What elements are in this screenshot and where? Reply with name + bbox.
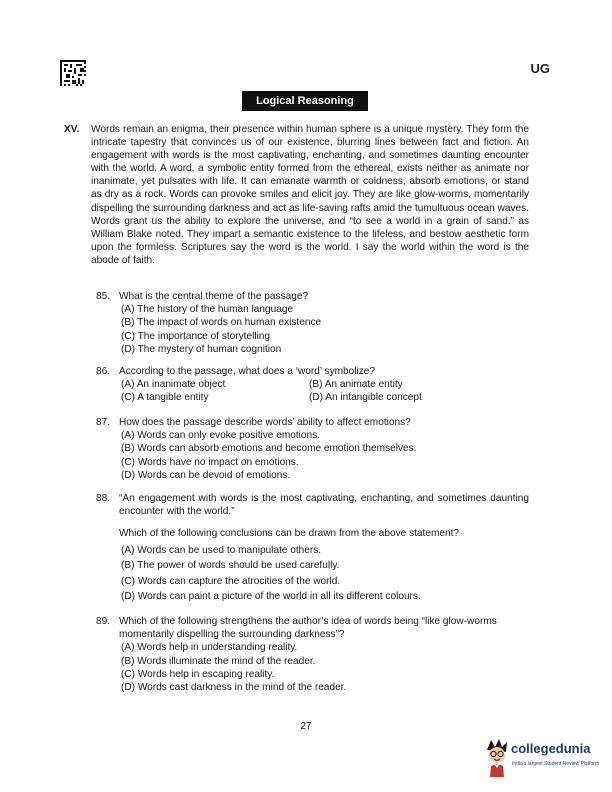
question-86 xyxy=(96,365,529,405)
option-a: (A) Words can be used to manipulate others. xyxy=(121,544,322,556)
page-number: 27 xyxy=(300,721,312,732)
question-87 xyxy=(96,416,529,482)
option-b: (B) The impact of words on human existence xyxy=(121,317,322,329)
section-title: Logical Reasoning xyxy=(242,91,368,111)
mascot-icon xyxy=(484,738,510,778)
option-a: (A) An inanimate object xyxy=(121,379,226,391)
option-b: (B) An animate entity xyxy=(309,379,403,391)
question-number: 88. xyxy=(96,493,111,504)
option-a: (A) Words help in understanding reality. xyxy=(121,642,298,654)
question-text: How does the passage describe words’ ability to affect emotions? xyxy=(119,417,411,428)
option-c: (C) A tangible entity xyxy=(121,392,209,404)
option-d: (D) Words cast darkness in the mind of the reader. xyxy=(121,682,347,694)
logo-tagline: India's largest Student Review Platform xyxy=(512,761,600,767)
option-a: (A) Words can only evoke positive emotions. xyxy=(121,430,320,442)
passage xyxy=(64,123,529,267)
question-85 xyxy=(96,290,529,356)
option-d: (D) An intangible concept xyxy=(309,392,422,404)
option-b: (B) Words illuminate the mind of the reader. xyxy=(121,655,316,667)
option-c: (C) Words help in escaping reality. xyxy=(121,668,275,680)
question-text: “An engagement with words is the most captivating, enchanting, and sometimes daunting encounter with the world.” xyxy=(119,493,529,518)
question-subtext: Which of the following conclusions can be drawn from the above statement? xyxy=(119,528,460,540)
option-c: (C) The importance of storytelling xyxy=(121,330,271,342)
option-b: (B) Words can absorb emotions and become emotion themselves. xyxy=(121,443,417,455)
question-88 xyxy=(96,492,529,606)
option-c: (C) Words have no impact on emotions. xyxy=(121,456,299,468)
option-a: (A) The history of the human language xyxy=(121,304,294,316)
option-c: (C) Words can capture the atrocities of the world. xyxy=(121,575,341,587)
question-number: 86. xyxy=(96,366,111,377)
option-b: (B) The power of words should be used carefully. xyxy=(121,560,340,572)
option-d: (D) Words can paint a picture of the world in all its different colours. xyxy=(121,591,421,603)
question-text: Which of the following strengthens the author’s idea of words being “like glow-worms momentarily dispelling the surrounding darkness”? xyxy=(119,616,497,641)
paper-code: UG xyxy=(530,61,550,76)
option-d: (D) Words can be devoid of emotions. xyxy=(121,469,291,481)
question-text: What is the central theme of the passage? xyxy=(119,291,309,302)
question-number: 89. xyxy=(96,616,111,627)
question-text: According to the passage, what does a ‘word’ symbolize? xyxy=(119,366,376,377)
collegedunia-logo xyxy=(484,737,602,781)
passage-number: XV. xyxy=(64,124,80,135)
question-number: 87. xyxy=(96,417,111,428)
qr-code-icon xyxy=(60,60,86,86)
logo-brand: collegedunia xyxy=(511,741,591,756)
question-number: 85. xyxy=(96,291,111,302)
question-89 xyxy=(96,615,529,694)
passage-text: Words remain an enigma, their presence within human sphere is a unique mystery. They form the intricate tapestry that convinces us of our existence, blurring lines between fact and fiction. An engagement with words is the most captivating, enchanting, and sometimes daunting encounter with the world. A word, a symbolic entity formed from the ethereal, exists neither as animate nor inanimate, yet pulsates with life. It can emanate warmth or coldness, absorb emotions, or stand as dry as a rock. Words can provoke smiles and elicit joy. They are like glow-worms, momentarily dispelling the surrounding darkness and act as life-saving rafts amid the tumultuous ocean waves. Words grant us the ability to explore the universe, and “to see a world in a grain of sand.” as William Blake noted. They impart a semantic existence to the lifeless, and bestow aesthetic form upon the formless. Scriptures say the word is the world. I say the world within the word is the abode of faith. xyxy=(91,124,529,266)
option-d: (D) The mystery of human cognition xyxy=(121,343,282,355)
